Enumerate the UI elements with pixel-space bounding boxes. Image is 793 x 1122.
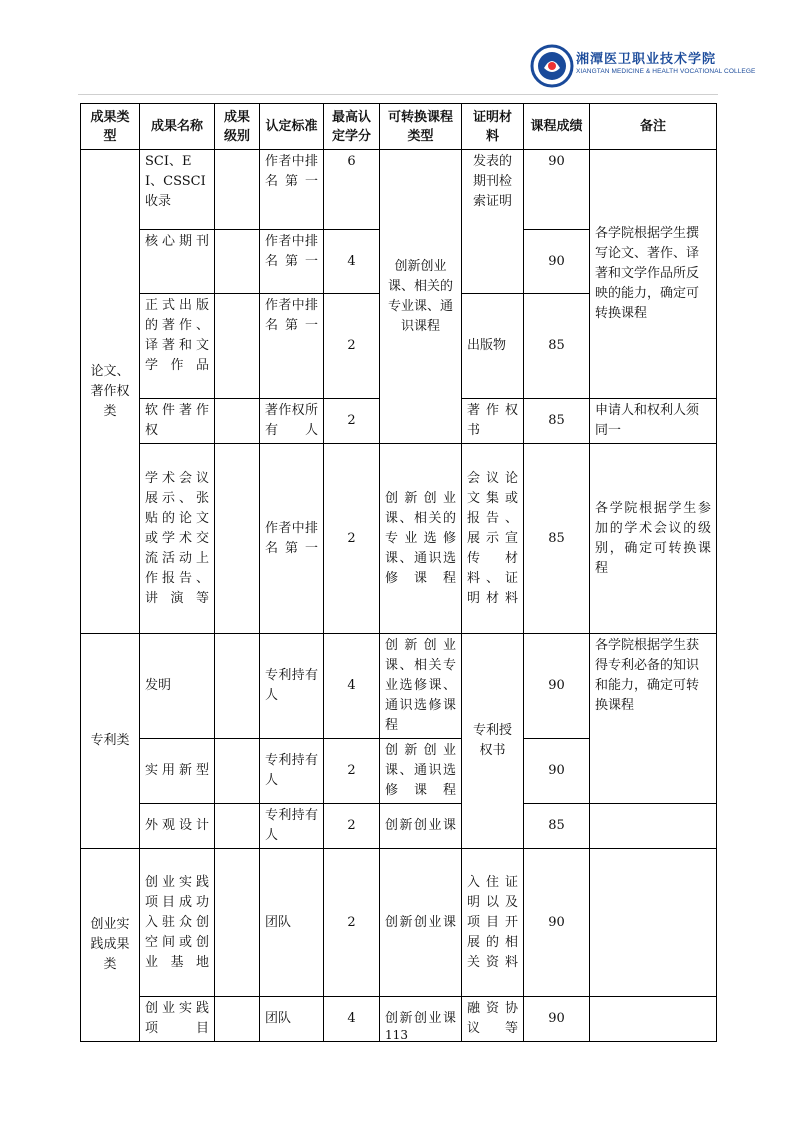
name-cell: 学术会议展示、张贴的论文或学术交流活动上作报告、讲演等 xyxy=(140,444,215,634)
score-cell: 90 xyxy=(524,739,590,804)
credit-cell: 2 xyxy=(324,444,380,634)
name-cell: 正式出版的著作、译著和文学作品 xyxy=(140,294,215,399)
level-cell xyxy=(215,150,260,230)
standard-cell: 专利持有人 xyxy=(260,739,324,804)
note-cell: 各学院根据学生撰写论文、著作、译著和文学作品所反映的能力，确定可转换课程 xyxy=(590,150,717,399)
credit-cell: 6 xyxy=(324,150,380,230)
credit-cell: 2 xyxy=(324,294,380,399)
table-row xyxy=(81,634,717,739)
note-cell-empty xyxy=(590,849,717,997)
name-cell: 实用新型 xyxy=(140,739,215,804)
score-cell: 85 xyxy=(524,444,590,634)
header-rule xyxy=(78,94,718,95)
level-cell xyxy=(215,230,260,294)
note-cell: 各学院根据学生参加的学术会议的级别，确定可转换课程 xyxy=(590,444,717,634)
header-cell: 备注 xyxy=(590,104,717,150)
header-cell: 认定标准 xyxy=(260,104,324,150)
score-cell: 85 xyxy=(524,294,590,399)
name-cell: SCI、EI、CSSCI收录 xyxy=(140,150,215,230)
table-header-row xyxy=(81,104,717,150)
course-type-cell: 创新创业课 xyxy=(380,804,462,849)
standard-cell: 作者中排名第一 xyxy=(260,444,324,634)
name-cell: 软件著作权 xyxy=(140,399,215,444)
proof-cell: 发表的期刊检索证明 xyxy=(462,150,524,294)
name-cell: 创业实践项目 xyxy=(140,997,215,1042)
level-cell xyxy=(215,739,260,804)
header-cell: 成果名称 xyxy=(140,104,215,150)
proof-cell: 入住证明以及项目开展的相关资料 xyxy=(462,849,524,997)
credit-cell: 2 xyxy=(324,804,380,849)
level-cell xyxy=(215,634,260,739)
header-cell: 成果级别 xyxy=(215,104,260,150)
level-cell xyxy=(215,294,260,399)
credit-cell: 4 xyxy=(324,634,380,739)
score-cell: 85 xyxy=(524,804,590,849)
table-row xyxy=(81,150,717,230)
table-row xyxy=(81,849,717,997)
type-cell: 创业实践成果类 xyxy=(81,849,140,1042)
proof-cell: 出版物 xyxy=(462,294,524,399)
name-cell: 核心期刊 xyxy=(140,230,215,294)
note-cell-empty xyxy=(590,804,717,849)
score-cell: 90 xyxy=(524,150,590,230)
score-cell: 90 xyxy=(524,997,590,1042)
note-cell: 申请人和权利人须同一 xyxy=(590,399,717,444)
table-row xyxy=(81,444,717,634)
table-row xyxy=(81,804,717,849)
standard-cell: 著作权所有人 xyxy=(260,399,324,444)
header-cell: 成果类型 xyxy=(81,104,140,150)
level-cell xyxy=(215,399,260,444)
course-type-cell: 创新创业课、相关的专业课、通识课程 xyxy=(380,150,462,444)
course-type-cell: 创新创业课 xyxy=(380,849,462,997)
credit-cell: 2 xyxy=(324,739,380,804)
course-type-cell: 创新创业课、通识选修课程 xyxy=(380,739,462,804)
standard-cell: 作者中排名第一 xyxy=(260,150,324,230)
header-cell: 证明材料 xyxy=(462,104,524,150)
standard-cell: 专利持有人 xyxy=(260,634,324,739)
type-cell: 论文、著作权类 xyxy=(81,150,140,634)
logo-subtitle: XIANGTAN MEDICINE & HEALTH VOCATIONAL COLLEGE xyxy=(576,68,756,75)
proof-cell: 会议论文集或报告、展示宣传材料、证明材料 xyxy=(462,444,524,634)
credit-cell: 4 xyxy=(324,997,380,1042)
note-cell: 各学院根据学生获得专利必备的知识和能力，确定可转换课程 xyxy=(590,634,717,804)
credit-cell: 4 xyxy=(324,230,380,294)
score-cell: 85 xyxy=(524,399,590,444)
course-type-cell: 创新创业课、相关专业选修课、通识选修课程 xyxy=(380,634,462,739)
proof-cell: 著作权书 xyxy=(462,399,524,444)
level-cell xyxy=(215,804,260,849)
level-cell xyxy=(215,849,260,997)
college-emblem-icon xyxy=(530,44,574,88)
score-cell: 90 xyxy=(524,230,590,294)
logo-title: 湘潭医卫职业技术学院 xyxy=(576,52,717,67)
standard-cell: 团队 xyxy=(260,849,324,997)
header-cell: 可转换课程类型 xyxy=(380,104,462,150)
standard-cell: 专利持有人 xyxy=(260,804,324,849)
score-cell: 90 xyxy=(524,634,590,739)
proof-cell: 融资协议等 xyxy=(462,997,524,1042)
credit-cell: 2 xyxy=(324,399,380,444)
achievement-credit-table xyxy=(80,103,717,1042)
header-cell: 最高认定学分 xyxy=(324,104,380,150)
score-cell: 90 xyxy=(524,849,590,997)
type-cell: 专利类 xyxy=(81,634,140,849)
standard-cell: 作者中排名第一 xyxy=(260,294,324,399)
college-logo xyxy=(530,42,760,92)
standard-cell: 作者中排名第一 xyxy=(260,230,324,294)
standard-cell: 团队 xyxy=(260,997,324,1042)
course-type-cell: 创新创业课、相关的专业选修课、通识选修课程 xyxy=(380,444,462,634)
name-cell: 发明 xyxy=(140,634,215,739)
name-cell: 外观设计 xyxy=(140,804,215,849)
header-cell: 课程成绩 xyxy=(524,104,590,150)
name-cell: 创业实践项目成功入驻众创空间或创业基地 xyxy=(140,849,215,997)
proof-cell: 专利授权书 xyxy=(462,634,524,849)
level-cell xyxy=(215,444,260,634)
credit-cell: 2 xyxy=(324,849,380,997)
course-type-cell: 创新创业课 xyxy=(380,997,462,1042)
page-number: 113 xyxy=(385,1028,408,1042)
